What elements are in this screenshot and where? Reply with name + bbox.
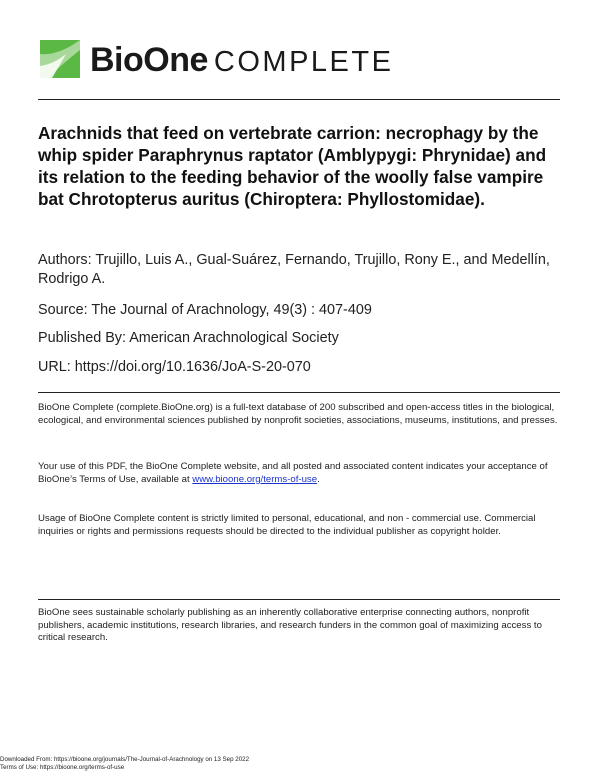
terms-of-use-link[interactable]: www.bioone.org/terms-of-use [192, 473, 318, 485]
terms-notice-end: . [317, 473, 320, 485]
bioone-complete-logo [40, 40, 440, 80]
mission-divider [38, 599, 560, 600]
article-authors: Authors: Trujillo, Luis A., Gual-Suárez, Fernando, Trujillo, Rony E., and Medellín, Rodrigo A. [38, 252, 550, 287]
article-publisher: Published By: American Arachnological Society [38, 330, 339, 346]
terms-notice [38, 461, 560, 486]
article-url[interactable]: URL: https://doi.org/10.1636/JoA-S-20-070 [38, 359, 311, 375]
usage-notice: Usage of BioOne Complete content is strictly limited to personal, educational, and non - commercial use. Commercial inquiries or rights and permissions requests should be directed to the individual publisher as copyright holder. [38, 513, 536, 537]
terms-notice-text: Your use of this PDF, the BioOne Complete website, and all posted and associated content indicates your acceptance of BioOne’s Terms of Use, available at [38, 461, 548, 485]
logo-product-text: COMPLETE [213, 46, 394, 78]
logo-brand-text: BioOne [90, 41, 208, 79]
footer-download-info: Downloaded From: https://bioone.org/journals/The-Journal-of-Arachnology on 13 Sep 2022 [0, 756, 250, 763]
article-source: Source: The Journal of Arachnology, 49(3) : 407-409 [38, 302, 372, 318]
article-title: Arachnids that feed on vertebrate carrion: necrophagy by the whip spider Paraphrynus raptator (Amblypygi: Phrynidae) and its relation to the feeding behavior of the woolly false vampire bat Chrotopterus auritus (Chiroptera: Phyllostomidae). [38, 123, 547, 209]
about-notice: BioOne Complete (complete.BioOne.org) is a full-text database of 200 subscribed and open-access titles in the biological, ecological, and environmental sciences published by nonprofit societies, associations, museums, institutions, and presses. [38, 402, 558, 426]
header-divider [38, 99, 560, 100]
bioone-leaf-icon [40, 40, 80, 78]
mission-statement: BioOne sees sustainable scholarly publishing as an inherently collaborative enterprise connecting authors, nonprofit publishers, academic institutions, research libraries, and research funders in the common goal of maximizing access to critical research. [38, 607, 542, 643]
footer-terms-info: Terms of Use: https://bioone.org/terms-of-use [0, 764, 125, 771]
logo-wordmark [90, 42, 393, 80]
metadata-divider [38, 392, 560, 393]
